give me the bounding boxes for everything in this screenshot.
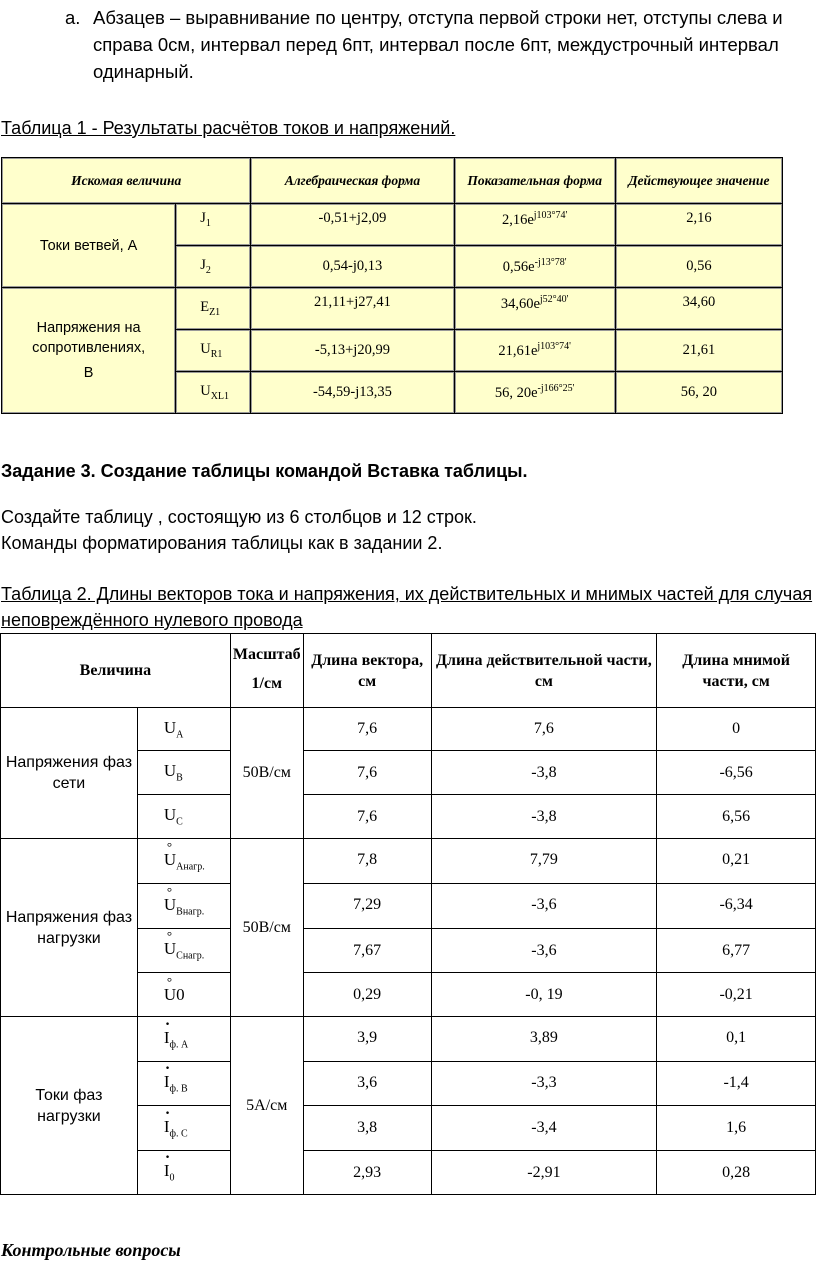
table-row <box>1 839 816 884</box>
table2-real: 3,89 <box>431 1017 657 1062</box>
table1-header-algebraic: Алгебраическая форма <box>251 158 454 204</box>
table2-symbol: ° $U_{Снагр.}$ <box>137 929 230 973</box>
table2-caption <box>1 581 816 633</box>
table1-effective: 0,56 <box>615 246 782 288</box>
list-item-text: Абзацев – выравнивание по центру, отступа первой строки нет, отступы слева и справа 0см, интервал перед 6пт, интервал после 6пт, междустрочный интервал одинарный. <box>93 7 783 82</box>
table1-symbol: $J_1$ <box>176 204 251 246</box>
table2-symbol: $U_B$ <box>137 751 230 795</box>
table2-real: -2,91 <box>431 1151 657 1195</box>
table2-symbol: · $I_{ф. В}$ <box>137 1062 230 1106</box>
table2-length: 2,93 <box>303 1151 431 1195</box>
table2-group-label: Напряжения фаз нагрузки <box>1 839 138 1017</box>
table2-header-scale-label: Масштаб <box>232 646 301 663</box>
table1-header-row <box>2 158 783 204</box>
table1-algebraic: -5,13+j20,99 <box>251 330 454 372</box>
table-row <box>1 1017 816 1062</box>
table1-algebraic: -54,59-j13,35 <box>251 372 454 414</box>
table1-header-exponential: Показательная форма <box>454 158 615 204</box>
table2-symbol: · $I_{ф. С}$ <box>137 1106 230 1151</box>
table2-scale: 5А/см <box>230 1017 303 1195</box>
table2-length: 7,29 <box>303 884 431 929</box>
table2-real: -3,6 <box>431 929 657 973</box>
table2-header-real: Длина действительной части, см <box>431 634 657 708</box>
table2-imag: -6,34 <box>657 884 816 929</box>
table2-length: 3,6 <box>303 1062 431 1106</box>
table2-length: 7,6 <box>303 795 431 839</box>
task3-heading: Задание 3. Создание таблицы командой Вставка таблицы. <box>1 461 528 481</box>
table1-symbol: $U_{R1}$ <box>176 330 251 372</box>
task3-line2: Команды форматирования таблицы как в задании 2. <box>1 533 443 553</box>
table1-group-label: Токи ветвей, А <box>2 204 176 288</box>
table1-group-label-line: Напряжения на сопротивлениях, <box>32 320 146 356</box>
table1-symbol: $U_{XL1}$ <box>176 372 251 414</box>
table1-algebraic: 0,54-j0,13 <box>251 246 454 288</box>
table2-length: 7,8 <box>303 839 431 884</box>
table2-group-label: Напряжения фаз сети <box>1 708 138 839</box>
table2-real: -3,3 <box>431 1062 657 1106</box>
list-marker: a. <box>65 7 81 28</box>
table-row <box>2 204 783 246</box>
table2-length: 3,9 <box>303 1017 431 1062</box>
table1-exponential: $0,56e^{-j13^\circ 78'}$ <box>454 246 615 288</box>
table2-symbol: · $I_0$ <box>137 1151 230 1195</box>
table2-group-label: Токи фаз нагрузки <box>1 1017 138 1195</box>
table1-algebraic: 21,11+j27,41 <box>251 288 454 330</box>
table1-exponential: $34,60e^{j52^\circ 40'}$ <box>454 288 615 330</box>
table2-scale: 50В/см <box>230 708 303 839</box>
table2-length: 7,67 <box>303 929 431 973</box>
table2-symbol: · $I_{ф. А}$ <box>137 1017 230 1062</box>
table2-imag: 1,6 <box>657 1106 816 1151</box>
table1-effective: 2,16 <box>615 204 782 246</box>
table2-symbol: ° $U_{Анагр.}$ <box>137 839 230 884</box>
table2-imag: 0,28 <box>657 1151 816 1195</box>
table2-header-row <box>1 634 816 708</box>
table1-group-label <box>2 288 176 414</box>
table2-header-imag: Длина мнимой части, см <box>657 634 816 708</box>
table2-imag: -6,56 <box>657 751 816 795</box>
table1-exponential: $21,61e^{j103^\circ 74'}$ <box>454 330 615 372</box>
table2-header-quantity: Величина <box>1 634 231 708</box>
table2-header-scale <box>230 634 303 708</box>
table1-header-quantity: Искомая величина <box>2 158 251 204</box>
table2-imag: 0,21 <box>657 839 816 884</box>
table1-exponential: $2,16e^{j103^\circ 74'}$ <box>454 204 615 246</box>
table1-algebraic: -0,51+j2,09 <box>251 204 454 246</box>
table-row <box>1 708 816 751</box>
table1-effective: 34,60 <box>615 288 782 330</box>
table2-scale: 50В/см <box>230 839 303 1017</box>
table1-caption: Таблица 1 - Результаты расчётов токов и напряжений. <box>1 118 456 138</box>
table1-effective: 56, 20 <box>615 372 782 414</box>
questions-heading: Контрольные вопросы <box>1 1240 181 1260</box>
table2-real: -3,6 <box>431 884 657 929</box>
table2-real: 7,6 <box>431 708 657 751</box>
table1-exponential: 56, $20e^{-j166^\circ 25'}$ <box>454 372 615 414</box>
table1-symbol: $E_{Z1}$ <box>176 288 251 330</box>
table2-length: 7,6 <box>303 751 431 795</box>
table2 <box>0 633 816 1195</box>
table-row <box>2 288 783 330</box>
table2-length: 0,29 <box>303 973 431 1017</box>
table2-imag: -1,4 <box>657 1062 816 1106</box>
table2-caption-line2: неповреждённого нулевого провода <box>1 610 303 630</box>
table2-imag: 0 <box>657 708 816 751</box>
table2-real: 7,79 <box>431 839 657 884</box>
table2-symbol: ° U0 <box>137 973 230 1017</box>
table2-imag: 6,77 <box>657 929 816 973</box>
table2-length: 7,6 <box>303 708 431 751</box>
task3-line1: Создайте таблицу , состоящую из 6 столбцов и 12 строк. <box>1 507 477 527</box>
table2-symbol: $U_A$ <box>137 708 230 751</box>
table1 <box>1 157 783 414</box>
table2-imag: 0,1 <box>657 1017 816 1062</box>
table2-real: -3,8 <box>431 795 657 839</box>
table2-imag: 6,56 <box>657 795 816 839</box>
table2-real: -0, 19 <box>431 973 657 1017</box>
table2-real: -3,4 <box>431 1106 657 1151</box>
table1-symbol: $J_2$ <box>176 246 251 288</box>
table2-symbol: ° $U_{Внагр.}$ <box>137 884 230 929</box>
table1-effective: 21,61 <box>615 330 782 372</box>
table2-imag: -0,21 <box>657 973 816 1017</box>
table2-length: 3,8 <box>303 1106 431 1151</box>
table1-group-label-unit: В <box>83 365 94 381</box>
table2-symbol: $U_C$ <box>137 795 230 839</box>
table2-header-scale-unit: 1/см <box>251 675 282 692</box>
table2-caption-line1: Таблица 2. Длины векторов тока и напряжения, их действительных и мнимых частей для случая <box>1 584 813 604</box>
table2-real: -3,8 <box>431 751 657 795</box>
table2-header-length: Длина вектора, см <box>303 634 431 708</box>
list-item-alignment <box>65 4 813 85</box>
table1-header-effective: Действующее значение <box>615 158 782 204</box>
